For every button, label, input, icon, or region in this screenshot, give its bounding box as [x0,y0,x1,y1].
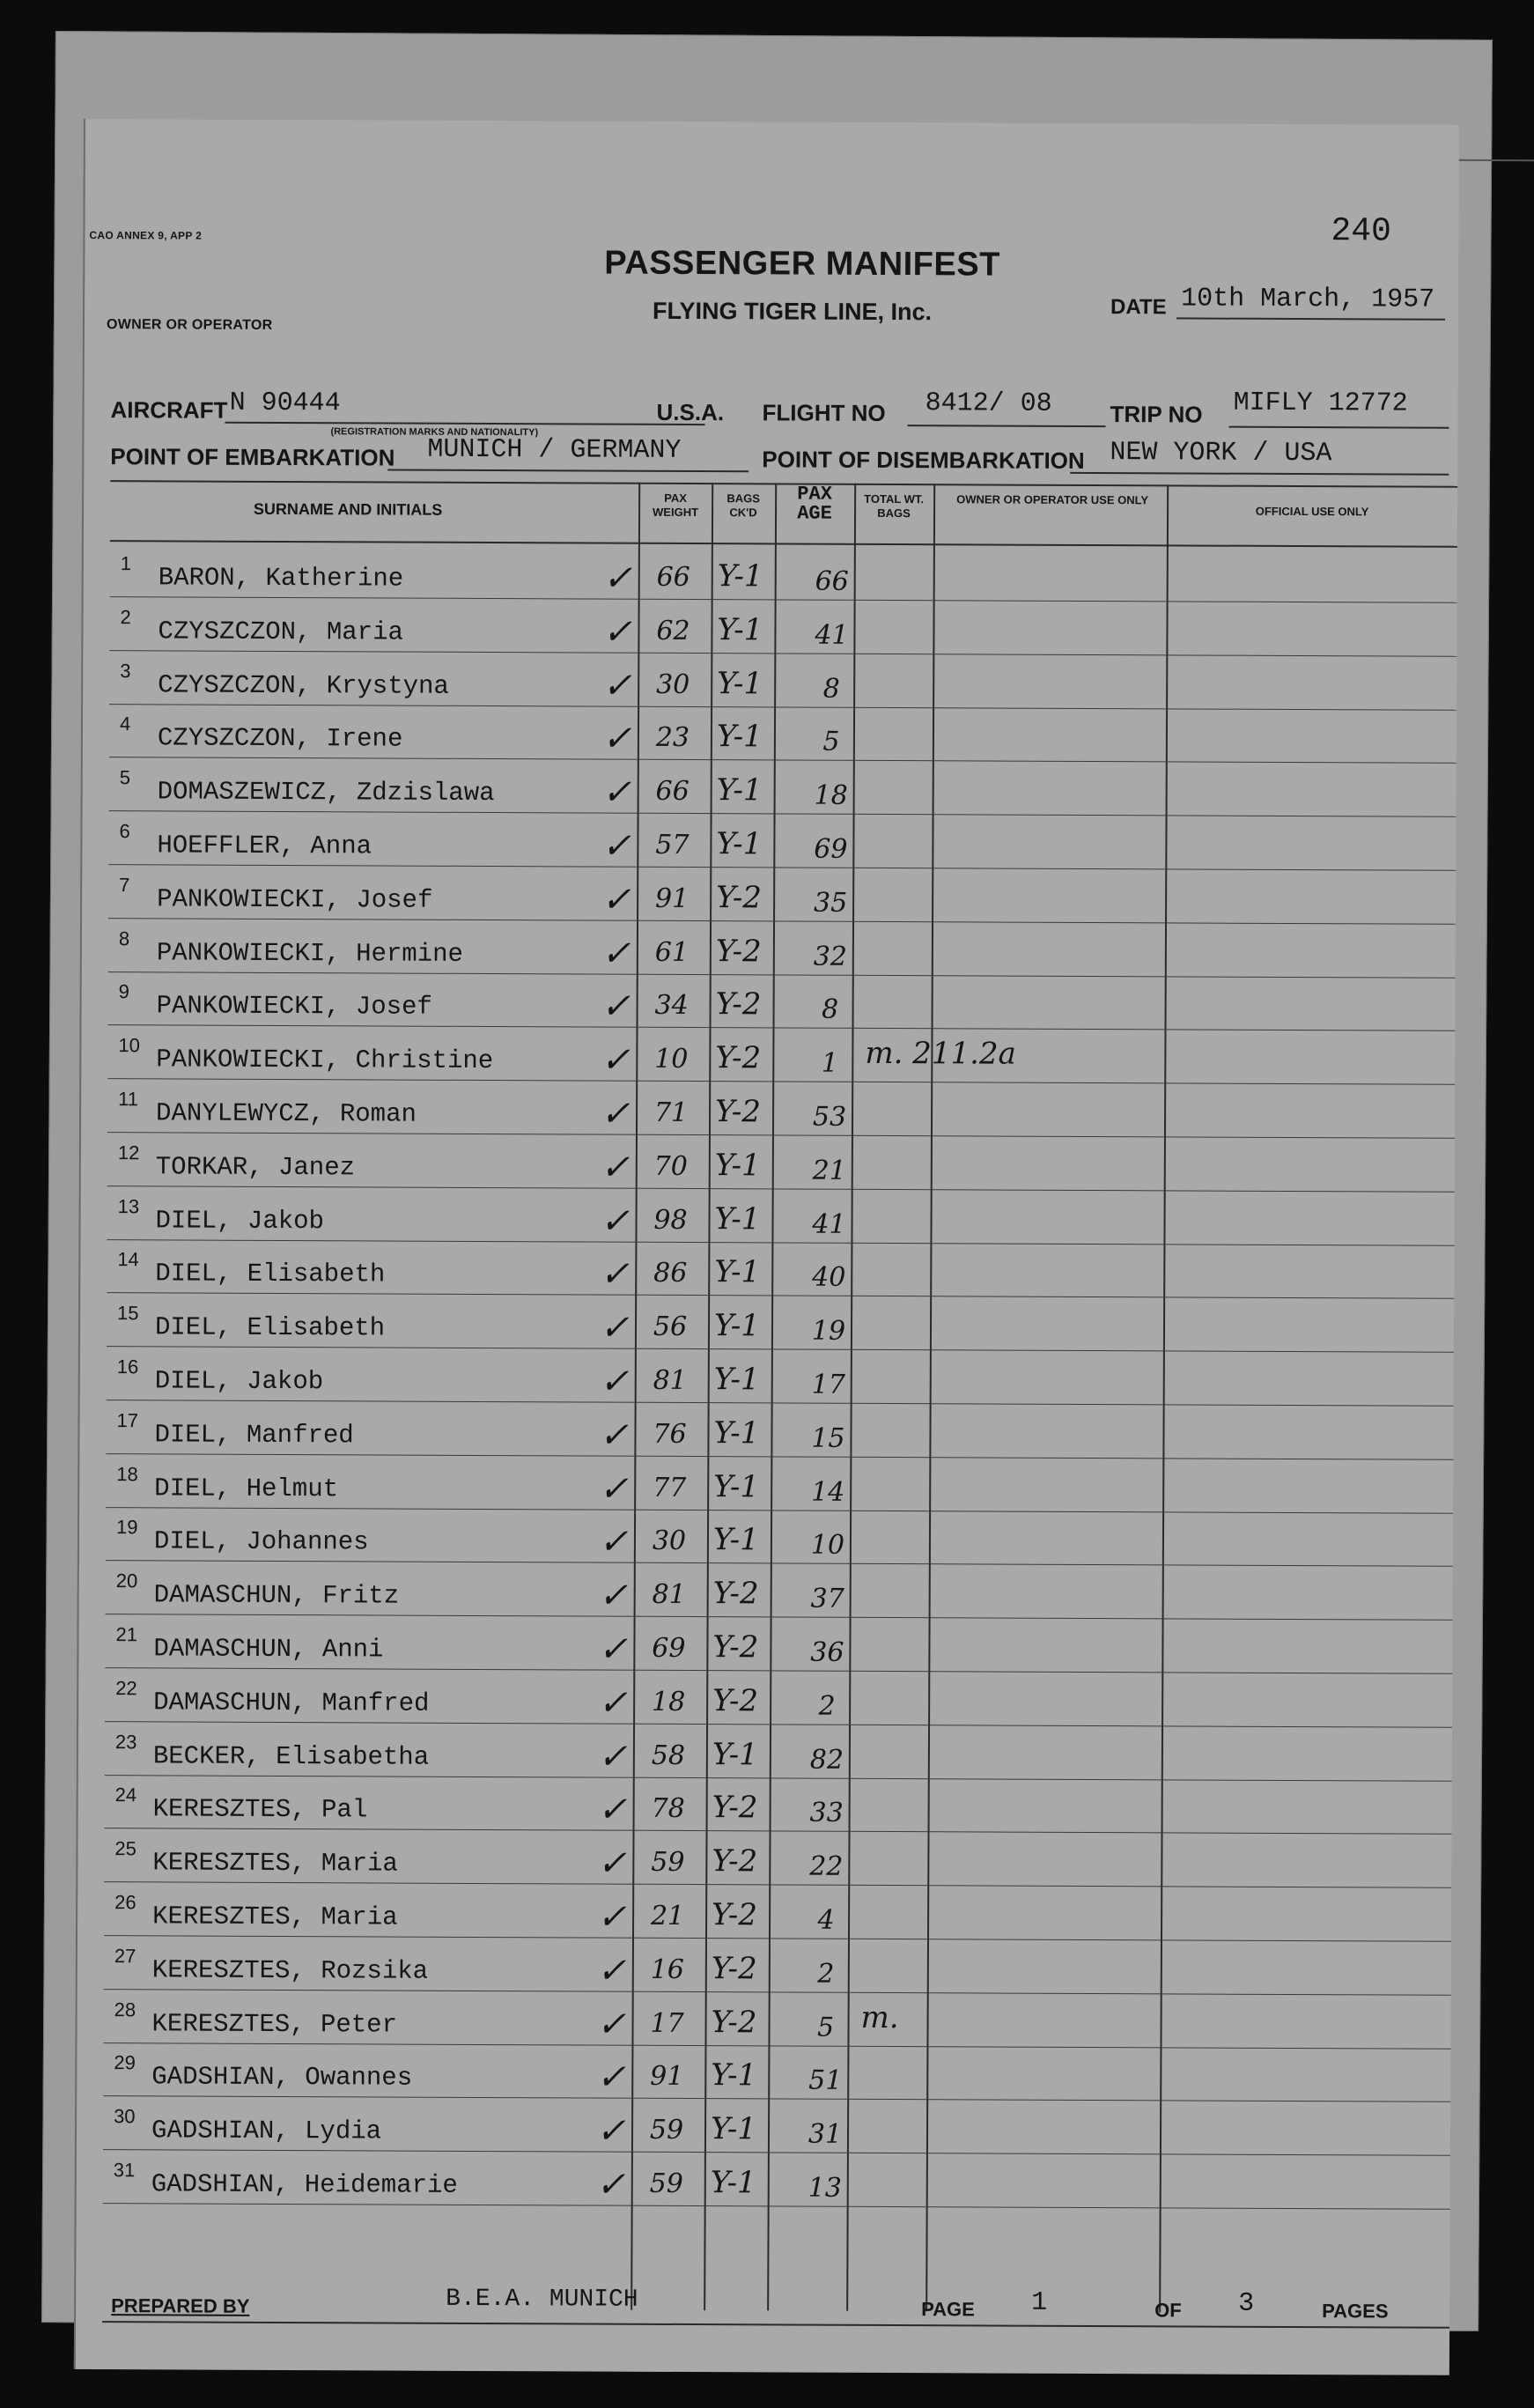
passenger-bags: Y-2 [712,1629,759,1666]
row-number: 13 [117,1194,140,1217]
row-number: 23 [114,1730,137,1753]
col-header-total: TOTAL WT. BAGS [864,491,925,521]
check-mark-icon: ✓ [596,2004,627,2045]
table-row [107,1347,1454,1407]
passenger-weight: 62 [656,615,690,646]
passenger-age: 5 [816,2012,835,2043]
passenger-name: DIEL, Manfred [154,1420,354,1451]
table-row [103,1990,1450,2050]
passenger-age: 35 [813,887,848,919]
passenger-weight: 86 [653,1258,688,1289]
passenger-name: GADSHIAN, Lydia [151,2116,382,2146]
check-mark-icon: ✓ [596,2057,626,2099]
passenger-name: CZYSZCZON, Irene [157,723,403,754]
row-number: 30 [114,2105,136,2128]
passenger-bags: Y-2 [715,1040,762,1076]
disembarkation-value: NEW YORK / USA [1110,438,1332,469]
passenger-bags: Y-2 [711,1950,757,1987]
check-mark-icon: ✓ [598,1682,628,1724]
passenger-weight: 30 [656,668,690,700]
table-row [108,811,1456,871]
passenger-bags: Y-1 [717,611,763,648]
check-mark-icon: ✓ [598,1629,629,1670]
passenger-age: 22 [809,1850,844,1882]
passenger-weight: 71 [653,1097,689,1129]
passenger-bags: Y-1 [716,826,763,862]
disembarkation-label: POINT OF DISEMBARKATION [762,446,1085,474]
passenger-note: m. 211.2a [865,1036,1016,1072]
check-mark-icon: ✓ [602,665,632,706]
passenger-name: PANKOWIECKI, Hermine [156,937,464,969]
embarkation-value: MUNICH / GERMANY [427,434,682,466]
check-mark-icon: ✓ [601,825,632,867]
check-mark-icon: ✓ [598,1521,629,1563]
passenger-name: PANKOWIECKI, Josef [157,884,433,915]
passenger-bags: Y-1 [717,558,763,595]
check-mark-icon: ✓ [597,1843,627,1884]
passenger-age: 41 [812,1208,846,1240]
passenger-name: KERESZTES, Maria [152,1902,398,1932]
aircraft-value: N 90444 [229,388,341,419]
passenger-bags: Y-1 [713,1362,760,1398]
table-row [109,757,1457,817]
passenger-age: 82 [809,1744,844,1776]
passenger-name: CZYSZCZON, Maria [158,617,403,647]
check-mark-icon: ✓ [595,2164,626,2205]
flight-underline [907,425,1105,427]
col-header-bags-ckd: BAGS CK'D [726,491,760,520]
check-mark-icon: ✓ [601,879,631,920]
page-title: PASSENGER MANIFEST [604,244,1000,284]
passenger-weight: 23 [655,722,690,754]
check-mark-icon: ✓ [601,718,632,760]
owner-operator-label: OWNER OR OPERATOR [106,317,273,333]
passenger-bags: Y-2 [711,2004,757,2040]
passenger-bags: Y-2 [716,879,763,916]
embarkation-underline [387,469,749,473]
page-value: 1 [1031,2287,1048,2318]
col-header-weight: PAX WEIGHT [653,491,699,520]
table-row [104,1828,1451,1888]
passenger-name: KERESZTES, Rozsika [151,1955,429,1986]
passenger-weight: 70 [653,1150,688,1182]
passenger-age: 69 [814,833,848,865]
passenger-bags: Y-1 [717,665,763,701]
passenger-age: 41 [815,619,849,651]
check-mark-icon: ✓ [601,986,631,1028]
check-mark-icon: ✓ [598,1575,629,1616]
row-number: 31 [113,2159,136,2182]
passenger-name: DAMASCHUN, Manfred [153,1688,430,1718]
passenger-name: DAMASCHUN, Fritz [153,1580,400,1611]
table-row [107,1025,1455,1085]
passenger-weight: 58 [651,1740,686,1771]
passenger-note: m. [860,1999,899,2035]
row-number: 5 [119,766,131,789]
row-number: 14 [117,1248,139,1271]
prepared-by-value: B.E.A. MUNICH [446,2285,638,2314]
passenger-bags: Y-1 [716,719,763,755]
table-row [108,972,1456,1032]
table-row [105,1668,1452,1728]
table-row [109,705,1457,765]
passenger-weight: 34 [654,990,689,1022]
date-underline [1176,317,1445,320]
check-mark-icon: ✓ [595,2110,626,2152]
passenger-age: 33 [809,1798,844,1829]
table-row [109,597,1457,657]
aircraft-underline [225,422,704,425]
passenger-age: 5 [822,727,840,758]
passenger-name: DIEL, Elisabeth [155,1259,386,1289]
passenger-age: 32 [813,941,848,972]
check-mark-icon: ✓ [601,772,632,813]
page-number: 240 [1331,212,1391,251]
row-number: 28 [114,1998,136,2020]
company-name: FLYING TIGER LINE, Inc. [652,297,933,326]
row-number: 18 [116,1462,138,1485]
passenger-age: 21 [812,1155,846,1186]
prepared-by-label: PREPARED BY [111,2294,250,2317]
check-mark-icon: ✓ [597,1789,628,1831]
passenger-weight: 77 [653,1472,687,1503]
passenger-bags: Y-1 [713,1415,760,1451]
disembarkation-underline [1070,472,1449,476]
passenger-weight: 21 [650,1900,685,1932]
passenger-age: 4 [817,1904,835,1936]
passenger-name: PANKOWIECKI, Christine [156,1045,494,1076]
row-number: 7 [119,873,130,897]
passenger-age: 53 [812,1101,847,1133]
passenger-name: DAMASCHUN, Anni [153,1634,384,1665]
passenger-name: DIEL, Jakob [155,1205,325,1236]
table-row [105,1722,1452,1782]
check-mark-icon: ✓ [597,1736,628,1777]
passenger-name: TORKAR, Janez [155,1152,356,1183]
table-row [106,1561,1453,1621]
passenger-bags: Y-1 [713,1468,760,1504]
passenger-weight: 91 [650,2061,684,2093]
row-number: 9 [118,980,129,1003]
table-row [106,1454,1453,1514]
passenger-weight: 10 [654,1044,689,1075]
row-number: 25 [114,1837,136,1860]
usa-label: U.S.A. [656,398,725,426]
col-header-age: PAX AGE [797,483,832,525]
passenger-bags: Y-1 [713,1308,760,1344]
table-row [105,1614,1452,1674]
passenger-age: 66 [815,565,849,597]
check-mark-icon: ✓ [600,1093,631,1134]
table-row [107,1186,1454,1246]
table-row [108,919,1456,979]
passenger-age: 40 [812,1262,846,1294]
passenger-weight: 81 [653,1364,687,1397]
passenger-bags: Y-2 [712,1897,758,1933]
table-row [107,1293,1454,1353]
registration-note: (REGISTRATION MARKS AND NATIONALITY) [330,426,539,439]
row-number: 17 [116,1408,139,1432]
table-row [110,543,1457,603]
passenger-name: GADSHIAN, Owannes [151,2062,413,2094]
table-row [107,1079,1455,1139]
passenger-age: 1 [821,1047,838,1079]
passenger-age: 36 [810,1636,844,1668]
table-row [105,1776,1452,1836]
passenger-age: 10 [810,1530,845,1562]
of-value: 3 [1238,2288,1255,2319]
check-mark-icon: ✓ [599,1415,630,1456]
passenger-weight: 66 [656,561,690,594]
row-number: 19 [115,1516,138,1539]
check-mark-icon: ✓ [600,1147,631,1188]
table-row [104,1936,1451,1996]
check-mark-icon: ✓ [599,1361,630,1402]
passenger-weight: 30 [652,1525,687,1557]
passenger-age: 8 [821,994,839,1026]
passenger-name: DIEL, Jakob [154,1366,324,1397]
check-mark-icon: ✓ [602,611,633,653]
passenger-bags: Y-1 [714,1254,761,1290]
passenger-bags: Y-1 [714,1200,761,1237]
row-number: 6 [119,820,130,843]
cao-annex-label: CAO ANNEX 9, APP 2 [89,229,203,242]
row-number: 4 [119,713,131,735]
passenger-bags: Y-1 [712,1522,759,1558]
row-number: 1 [120,552,132,575]
flight-no-value: 8412/ 08 [925,388,1052,419]
passenger-bags: Y-2 [712,1682,759,1719]
passenger-weight: 59 [649,2168,683,2199]
passenger-weight: 66 [655,776,690,808]
check-mark-icon: ✓ [601,1039,631,1081]
embarkation-label: POINT OF EMBARKATION [110,443,395,471]
passenger-name: KERESZTES, Maria [152,1848,398,1879]
row-number: 29 [114,2051,136,2074]
passenger-age: 2 [817,1958,835,1990]
passenger-weight: 57 [655,829,690,861]
col-header-owner-use: OWNER OR OPERATOR USE ONLY [956,492,1149,507]
passenger-weight: 59 [651,1847,685,1879]
row-number: 11 [118,1088,139,1111]
row-number: 10 [118,1034,140,1057]
pages-label: PAGES [1322,2300,1389,2323]
manifest-sheet [74,119,1459,2375]
aircraft-label: AIRCRAFT [110,396,228,424]
passenger-bags: Y-1 [710,2165,756,2201]
passenger-name: BARON, Katherine [158,563,404,594]
check-mark-icon: ✓ [602,558,633,599]
table-row [106,1400,1453,1460]
passenger-age: 8 [822,673,840,705]
table-row [106,1508,1453,1568]
passenger-bags: Y-1 [716,772,763,809]
row-number: 8 [118,927,130,949]
passenger-name: DANYLEWYCZ, Roman [156,1098,417,1129]
row-number: 2 [120,605,131,629]
passenger-name: DIEL, Helmut [154,1473,339,1503]
date-value: 10th March, 1957 [1181,284,1435,315]
passenger-weight: 91 [654,883,690,914]
passenger-bags: Y-1 [714,1147,761,1184]
passenger-bags: Y-2 [715,933,762,969]
check-mark-icon: ✓ [596,1950,627,1991]
passenger-bags: Y-2 [715,986,762,1023]
check-mark-icon: ✓ [600,1253,630,1296]
passenger-weight: 69 [652,1632,686,1664]
passenger-weight: 61 [654,936,690,968]
passenger-weight: 76 [653,1418,687,1450]
table-row [103,2096,1450,2156]
passenger-bags: Y-1 [711,2057,757,2094]
table-row [107,1240,1454,1300]
passenger-age: 2 [818,1690,836,1722]
passenger-age: 31 [808,2118,843,2150]
passenger-name: DOMASZEWICZ, Zdzislawa [157,777,495,809]
passenger-age: 19 [811,1315,846,1347]
check-mark-icon: ✓ [600,1200,631,1242]
check-mark-icon: ✓ [599,1468,629,1510]
trip-underline [1228,426,1449,429]
passenger-bags: Y-2 [715,1094,762,1130]
date-label: DATE [1110,295,1167,320]
col-header-surname: SURNAME AND INITIALS [253,499,443,519]
row-number: 3 [120,659,131,682]
passenger-name: DIEL, Elisabeth [154,1312,386,1343]
trip-no-value: MIFLY 12772 [1233,388,1408,419]
passenger-bags: Y-2 [712,1790,758,1826]
check-mark-icon: ✓ [601,933,631,974]
passenger-age: 51 [808,2065,843,2097]
table-row [103,2043,1450,2103]
passenger-bags: Y-2 [712,1576,759,1612]
passenger-weight: 18 [651,1686,686,1717]
passenger-age: 17 [811,1369,845,1400]
check-mark-icon: ✓ [596,1896,627,1938]
row-number: 26 [114,1891,136,1914]
page-label: PAGE [921,2298,975,2321]
passenger-bags: Y-1 [712,1736,758,1772]
passenger-weight: 98 [653,1204,688,1236]
of-label: OF [1154,2299,1182,2322]
passenger-age: 15 [811,1422,845,1454]
table-row [103,2150,1450,2210]
passenger-weight: 16 [650,1954,685,1985]
passenger-weight: 59 [649,2115,684,2146]
trip-no-label: TRIP NO [1110,401,1203,428]
passenger-bags: Y-2 [712,1843,758,1880]
passenger-name: DIEL, Johannes [153,1526,369,1557]
passenger-weight: 78 [651,1793,685,1825]
table-row [109,651,1457,711]
passenger-age: 13 [808,2172,842,2204]
flight-no-label: FLIGHT NO [762,399,886,426]
passenger-weight: 56 [653,1311,688,1343]
passenger-name: CZYSZCZON, Krystyna [158,669,449,701]
row-number: 20 [115,1570,138,1592]
row-number: 21 [115,1623,138,1646]
passenger-age: 37 [810,1583,844,1614]
passenger-age: 18 [814,779,848,811]
row-number: 12 [117,1141,140,1164]
passenger-name: PANKOWIECKI, Josef [156,991,432,1023]
col-header-official-use: OFFICIAL USE ONLY [1255,504,1369,519]
row-number: 16 [116,1355,139,1378]
row-number: 24 [114,1784,137,1806]
table-row [107,1133,1455,1193]
footer-rule [102,2321,1449,2329]
passenger-name: KERESZTES, Pal [152,1794,368,1825]
passenger-age: 14 [811,1476,845,1508]
passenger-weight: 17 [650,2007,684,2039]
passenger-name: HOEFFLER, Anna [157,831,372,861]
passenger-name: GADSHIAN, Heidemarie [151,2169,458,2200]
passenger-name: KERESZTES, Peter [151,2008,398,2040]
passenger-bags: Y-1 [710,2111,756,2147]
passenger-weight: 81 [652,1579,686,1611]
table-row [104,1882,1451,1942]
passenger-table [102,480,1457,2314]
row-number: 15 [117,1302,139,1325]
passenger-name: BECKER, Elisabetha [152,1740,430,1772]
row-number: 27 [114,1944,136,1968]
row-number: 22 [115,1676,137,1700]
check-mark-icon: ✓ [599,1307,630,1348]
table-row [108,865,1456,925]
